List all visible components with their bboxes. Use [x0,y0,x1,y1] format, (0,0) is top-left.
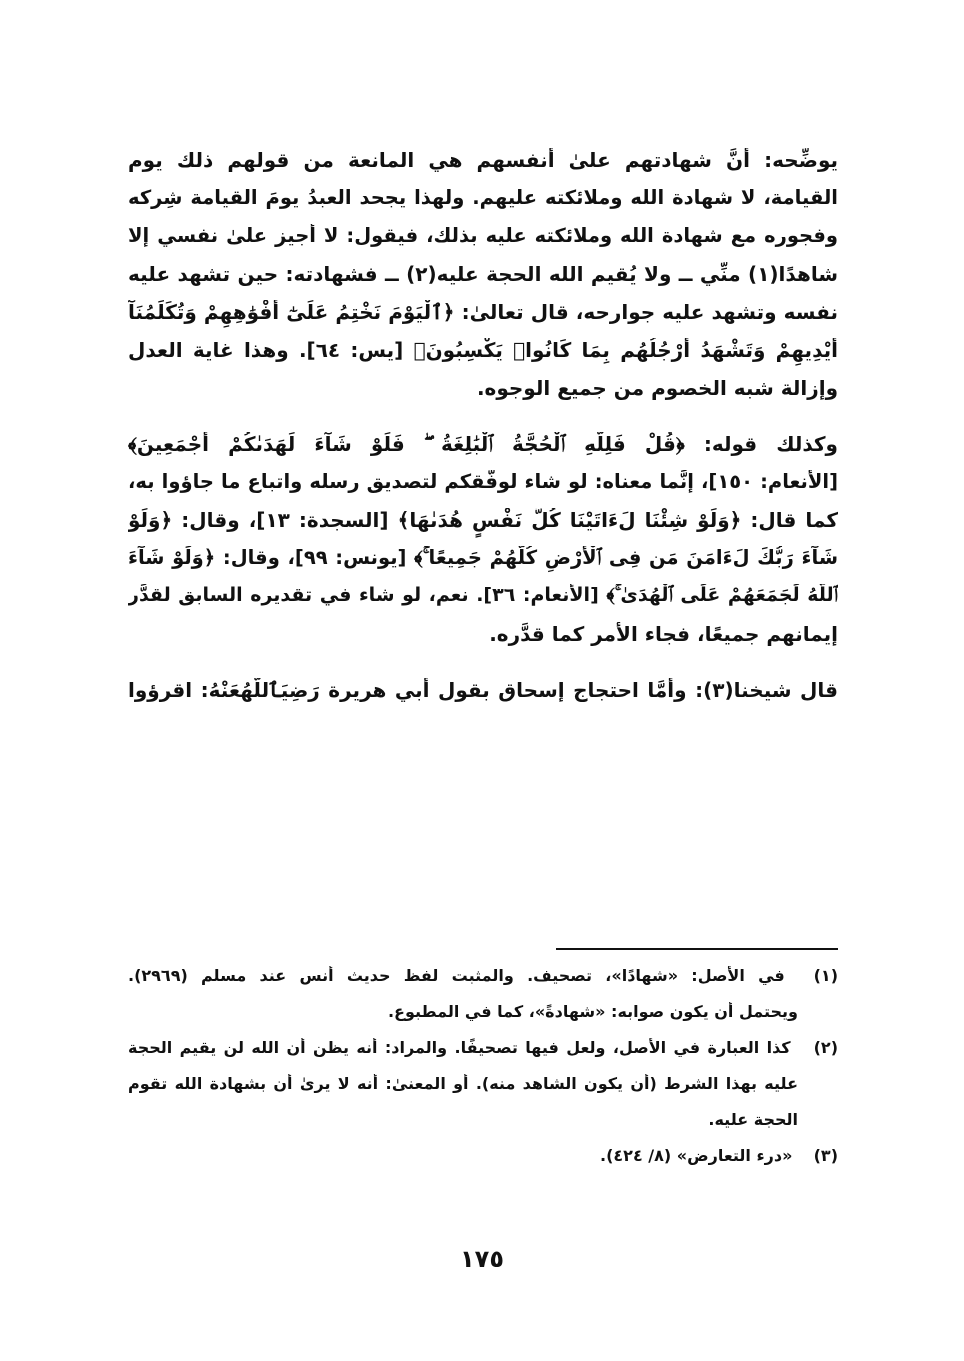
page-number: ١٧٥ [460,1245,504,1273]
quote-intro: وأمَّا احتجاج إسحاق بقول أبي هريرة رَضِيَٱللَّهُعَنْهُ: اقرؤوا [128,678,696,702]
footnote-number: (٣) [813,1146,838,1165]
paragraph [128,678,838,716]
text-line: يوضِّحه: أنَّ شهادتهم علىٰ أنفسهم هي المانعة من قولهم ذلك يوم [128,148,838,172]
text-line: [الأنعام: ١٥٠]، إنَّما معناه: لو شاء لوفَّقكم لتصديق رسله واتباع ما جاؤوا به، [128,470,838,493]
paragraph-gap [128,660,838,678]
footnote-line [128,966,838,1002]
footnote-line: ويحتمل أن يكون صوابه: «شهادةً»، كما في المطبوع. [387,1002,798,1021]
footnote-text: في الأصل: «شهادًا»، تصحيف. والمثبت لفظ حديث أنس عند مسلم (٢٩٦٩). [128,966,785,985]
footnotes [128,966,838,1182]
footnote-number: (١) [813,966,838,985]
footnote-line: عليه بهذا الشرط (أن يكون الشاهد منه). أو المعنىٰ: أنه لا يرىٰ أن بشهادة الله تقوم [128,1074,798,1093]
main-text [128,148,838,716]
footnote-number: (٢) [813,1038,838,1057]
paragraph-gap [128,414,838,432]
speaker-label: قال شيخنا(٣): [695,678,838,702]
footnote [128,1038,838,1146]
text-line: أَيْدِيهِمْ وَتَشْهَدُ أَرْجُلُهُم بِمَا كَانُوا۟ يَكْسِبُونَ﴾ [يس: ٦٤]. وهذا غاية العدل [128,338,838,362]
footnote [128,966,838,1038]
footnote-text: «درء التعارض» (٨/ ٤٢٤). [600,1146,793,1165]
text-line: وفجوره مع شهادة الله وملائكته عليه بذلك، فيقول: لا أجيز علىٰ نفسي إلا [128,224,838,247]
footnote [128,1146,838,1182]
text-line: وإزالة شبه الخصوم من جميع الوجوه. [476,376,838,400]
text-line: القيامة، لا شهادة الله وملائكته عليهم. ولهذا يجحد العبدُ يومَ القيامة شِركه [128,186,838,209]
paragraph [128,432,838,660]
text-line: إيمانهم جميعًا، فجاء الأمر كما قدَّره. [489,622,838,646]
footnote-separator [556,948,838,950]
text-line: شَآءَ رَبُّكَ لَءَامَنَ مَن فِى ٱلْأَرْضِ كُلُّهُمْ جَمِيعًا ۚ﴾ [يونس: ٩٩]، وقال: ﴿وَلَوْ شَآءَ [128,546,838,569]
text-line: كما قال: ﴿وَلَوْ شِئْنَا لَءَاتَيْنَا كُلَّ نَفْسٍ هُدَىٰهَا﴾ [السجدة: ١٣]، وقال: ﴿وَلَوْ [128,508,838,532]
footnote-line: الحجة عليه. [708,1110,798,1129]
text-line: شاهدًا(١) منِّي ــ ولا يُقيم الله الحجة عليه(٢) ــ فشهادته: حين تشهد عليه [128,262,838,286]
paragraph [128,148,838,414]
footnote-line [128,1038,838,1074]
text-line: وكذلك قوله: ﴿قُلْ فَلِلَّهِ ٱلْحُجَّةُ ٱلْبَٰلِغَةُ ۖ فَلَوْ شَآءَ لَهَدَىٰكُمْ أَجْمَعِينَ﴾ [128,432,838,456]
text-line: ٱللَّهُ لَجَمَعَهُمْ عَلَى ٱلْهُدَىٰ ۚ﴾ [الأنعام: ٣٦]. نعم، لو شاء في تقديره السابق لقدَّر [128,584,838,606]
text-line [128,678,838,716]
text-line: نفسه وتشهد عليه جوارحه، قال تعالىٰ: ﴿ٱلْيَوْمَ نَخْتِمُ عَلَىٰٓ أَفْوَٰهِهِمْ وَتُكَلِّمُنَآ [128,300,838,324]
footnote-text: كذا العبارة في الأصل، ولعل فيها تصحيفًا. والمراد: أنه يظن أن الله لن يقيم الحجة [128,1038,791,1057]
footnote-line [128,1146,838,1182]
